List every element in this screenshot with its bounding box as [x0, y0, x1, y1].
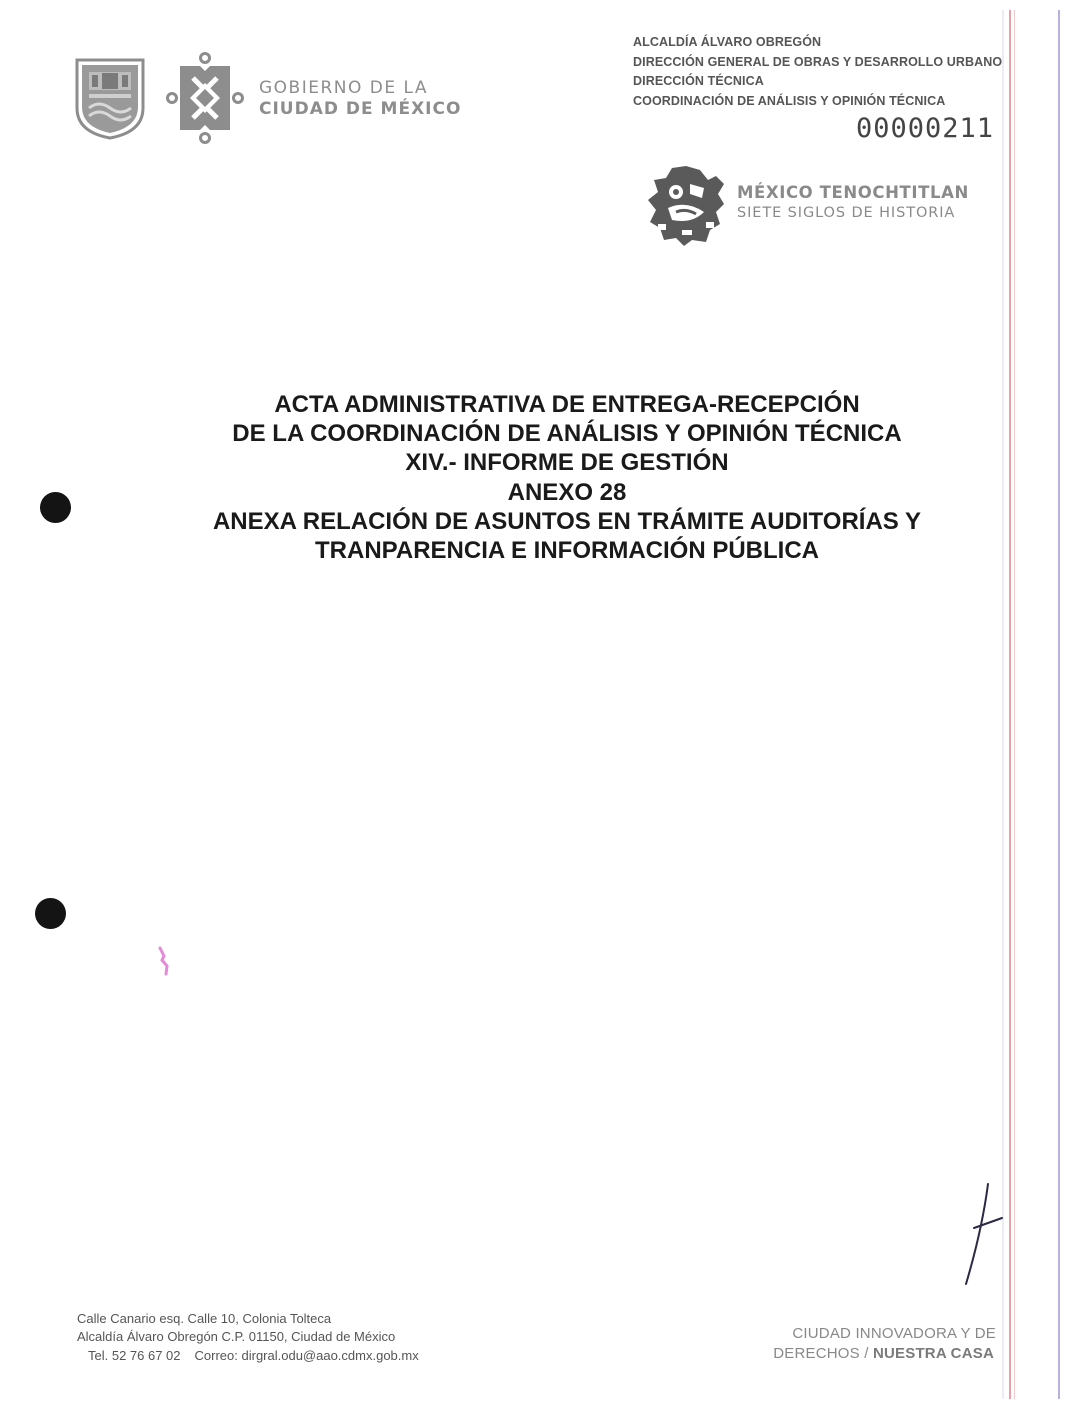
tenochtitlan-caption: [737, 182, 969, 224]
title-line: DE LA COORDINACIÓN DE ANÁLISIS Y OPINIÓN TÉCNICA: [232, 420, 902, 448]
motto-line1: CIUDAD INNOVADORA Y DE: [792, 1325, 996, 1342]
scan-edge-line: [1058, 10, 1060, 1399]
contact-line: [77, 1347, 419, 1365]
dependency-line: DIRECCIÓN TÉCNICA: [633, 74, 764, 89]
email-address: Correo: dirgral.odu@aao.cdmx.gob.mx: [194, 1347, 419, 1363]
title-line: TRANPARENCIA E INFORMACIÓN PÚBLICA: [315, 537, 819, 565]
marker-smudge-icon: [156, 946, 172, 976]
dependency-line: ALCALDÍA ÁLVARO OBREGÓN: [633, 35, 822, 49]
cdmx-logo-icon: [166, 52, 244, 144]
footer-motto: [773, 1324, 996, 1364]
motto-line2-bold: NUESTRA CASA: [872, 1345, 994, 1362]
document-title: [150, 390, 984, 565]
title-line: ANEXO 28: [507, 478, 627, 506]
phone-number: Tel. 52 76 67 02: [88, 1347, 181, 1363]
tenochtitlan-caption-line1: MÉXICO TENOCHTITLAN: [737, 183, 969, 202]
title-line: XIV.- INFORME DE GESTIÓN: [405, 449, 729, 477]
government-name-line1: GOBIERNO DE LA: [259, 78, 429, 98]
punch-hole-bottom: [35, 898, 66, 929]
dependency-line: DIRECCIÓN GENERAL DE OBRAS Y DESARROLLO URBANO: [633, 54, 1003, 69]
motto-line2: [773, 1344, 996, 1364]
government-name: [259, 78, 461, 120]
punch-hole-top: [40, 492, 71, 523]
government-name-line2: CIUDAD DE MÉXICO: [259, 99, 462, 119]
dependency-block: [633, 33, 1002, 111]
title-line: ANEXA RELACIÓN DE ASUNTOS EN TRÁMITE AUDITORÍAS Y: [212, 507, 922, 535]
coat-of-arms-icon: [75, 58, 145, 140]
address-line2: Alcaldía Álvaro Obregón C.P. 01150, Ciudad de México: [77, 1329, 396, 1345]
motto-line2-regular: DERECHOS /: [773, 1345, 873, 1362]
dependency-line: COORDINACIÓN DE ANÁLISIS Y OPINIÓN TÉCNICA: [633, 93, 946, 108]
address-line1: Calle Canario esq. Calle 10, Colonia Tolteca: [77, 1311, 332, 1326]
scan-edge-line: [1014, 10, 1015, 1399]
folio-stamp: 00000211: [856, 113, 995, 144]
title-line: ACTA ADMINISTRATIVA DE ENTREGA-RECEPCIÓN: [274, 391, 860, 418]
footer-address: [77, 1310, 419, 1365]
signature-icon: [950, 1180, 1010, 1290]
tenochtitlan-caption-line2: SIETE SIGLOS DE HISTORIA: [737, 205, 956, 221]
tenochtitlan-glyph-icon: [646, 162, 728, 246]
